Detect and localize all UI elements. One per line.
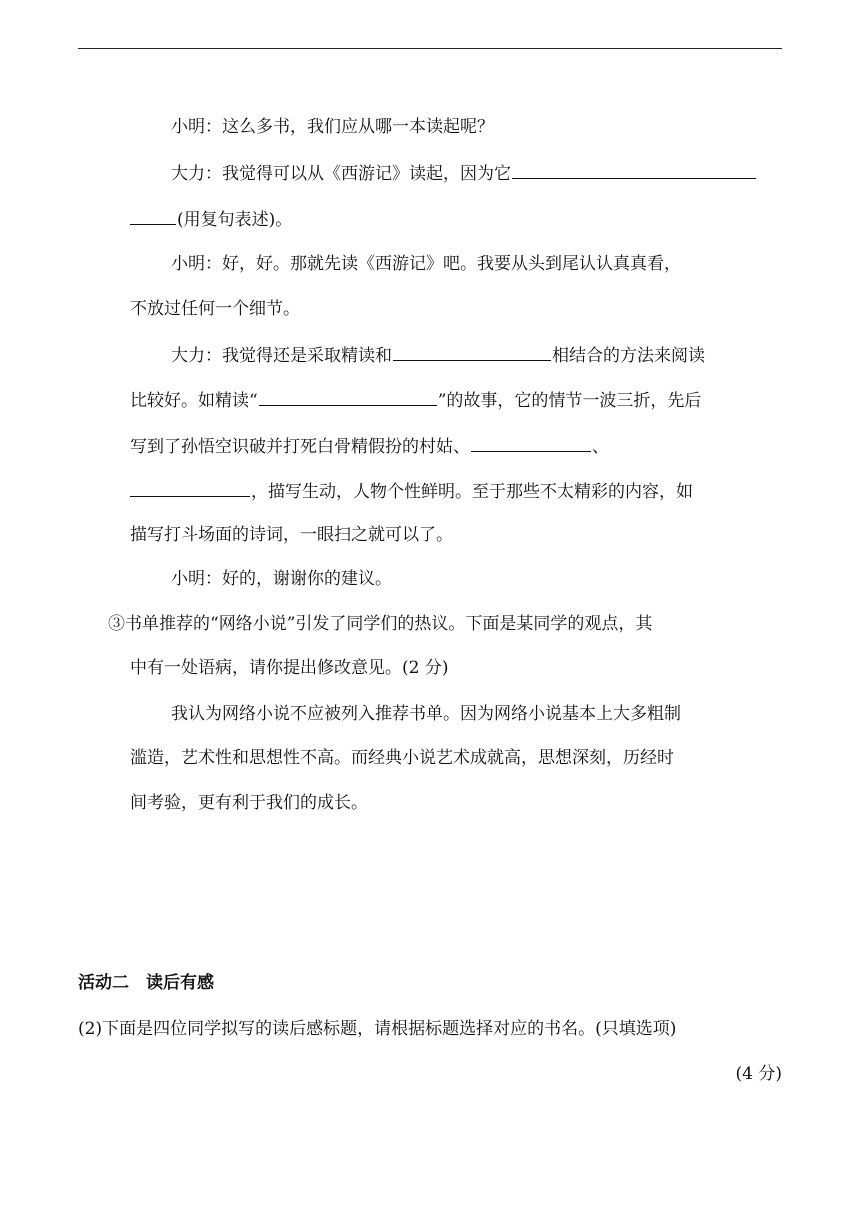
answer-blank[interactable]	[393, 344, 551, 361]
header-rule	[78, 48, 782, 49]
quoted-paragraph	[171, 703, 681, 725]
dialogue-line	[171, 162, 757, 185]
dialogue-line	[171, 568, 392, 590]
question-text: 中有一处语病，请你提出修改意见。(2 分)	[130, 658, 449, 678]
dialogue-text: 描写打斗场面的诗词，一眼扫之就可以了。	[130, 525, 453, 545]
dialogue-line	[171, 116, 494, 138]
dialogue-line	[130, 524, 453, 546]
dialogue-text: 写到了孙悟空识破并打死白骨精假扮的村姑、	[130, 437, 470, 457]
dialogue-text: 比较好。如精读“	[130, 391, 258, 411]
score-text: (4 分)	[735, 1064, 782, 1084]
quoted-paragraph	[130, 792, 368, 814]
dialogue-text: 小明：好，好。那就先读《西游记》吧。我要从头到尾认认真真看，	[171, 254, 681, 274]
answer-blank[interactable]	[471, 435, 591, 452]
paragraph-text: 我认为网络小说不应被列入推荐书单。因为网络小说基本上大多粗制	[171, 704, 681, 724]
dialogue-text: 小明：好的，谢谢你的建议。	[171, 569, 392, 589]
dialogue-line	[171, 253, 681, 275]
section-heading	[78, 972, 214, 994]
question-text: (2)下面是四位同学拟写的读后感标题，请根据标题选择对应的书名。(只填选项)	[78, 1019, 677, 1039]
answer-blank[interactable]	[259, 389, 437, 406]
question-text: ③书单推荐的“网络小说”引发了同学们的热议。下面是某同学的观点，其	[108, 614, 653, 634]
dialogue-text: ，描写生动，人物个性鲜明。至于那些不太精彩的内容，如	[251, 482, 693, 502]
dialogue-text: 相结合的方法来阅读	[552, 346, 705, 366]
dialogue-line	[130, 389, 701, 412]
quoted-paragraph	[130, 747, 674, 769]
dialogue-text: 大力：我觉得可以从《西游记》读起，因为它	[171, 164, 511, 184]
dialogue-text: 、	[592, 437, 609, 457]
answer-blank[interactable]	[130, 480, 250, 497]
dialogue-text: 大力：我觉得还是采取精读和	[171, 346, 392, 366]
question-3	[108, 613, 652, 635]
question-2	[78, 1018, 676, 1040]
question-3-cont	[130, 657, 448, 679]
dialogue-line	[171, 344, 705, 367]
dialogue-line	[130, 480, 693, 503]
paragraph-text: 间考验，更有利于我们的成长。	[130, 793, 368, 813]
answer-blank[interactable]	[512, 162, 756, 179]
dialogue-line	[130, 435, 609, 458]
dialogue-line	[130, 208, 292, 231]
dialogue-text: (用复句表述)。	[177, 210, 293, 230]
dialogue-text: ”的故事，它的情节一波三折，先后	[437, 391, 702, 411]
dialogue-line	[130, 298, 300, 320]
heading-text: 活动二 读后有感	[78, 973, 214, 993]
paragraph-text: 滥造，艺术性和思想性不高。而经典小说艺术成就高，思想深刻，历经时	[130, 748, 674, 768]
dialogue-text: 不放过任何一个细节。	[130, 299, 300, 319]
answer-blank[interactable]	[130, 208, 176, 225]
dialogue-text: 小明：这么多书，我们应从哪一本读起呢？	[171, 117, 494, 137]
score-label	[736, 1063, 782, 1085]
